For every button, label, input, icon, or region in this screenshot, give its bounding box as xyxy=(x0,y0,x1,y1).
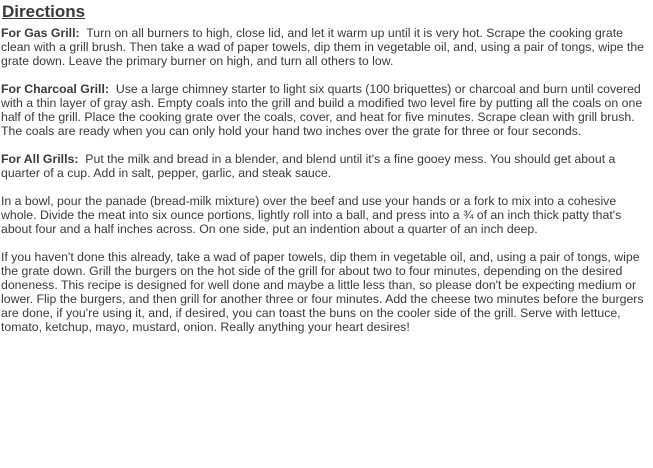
grilling-paragraph xyxy=(1,250,649,334)
gas-grill-paragraph xyxy=(1,26,649,68)
charcoal-grill-lead: For Charcoal Grill: xyxy=(1,82,109,96)
gas-grill-text: Turn on all burners to high, close lid, and let it warm up until it is very hot. Scrape the cooking grate clean with a grill brush. Then take a wad of paper towels, dip them in vegetable oil, and, using a pair of tongs, wipe the grate down. Leave the primary burner on high, and turn all others to low. xyxy=(1,26,645,68)
grilling-text: If you haven't done this already, take a wad of paper towels, dip them in vegetable oil, and, using a pair of tongs, wipe the grate down. Grill the burgers on the hot side of the grill for about two to four minutes, depending on the desired doneness. This recipe is designed for well done and maybe a little less than, so please don't be expecting medium or lower. Flip the burgers, and then grill for another three or four minutes. Add the cheese two minutes before the burgers are done, if you're using it, and, if desired, you can toast the buns on the cooler side of the grill. Serve with lettuce, tomato, ketchup, mayo, mustard, onion. Really anything your heart desires! xyxy=(1,250,644,334)
patty-paragraph xyxy=(1,194,649,236)
gas-grill-lead: For Gas Grill: xyxy=(1,26,80,40)
all-grills-text: Put the milk and bread in a blender, and blend until it's a fine gooey mess. You should get about a quarter of a cup. Add in salt, pepper, garlic, and steak sauce. xyxy=(1,152,616,180)
all-grills-lead: For All Grills: xyxy=(1,152,79,166)
charcoal-grill-paragraph xyxy=(1,82,649,138)
directions-heading: Directions xyxy=(2,2,86,21)
all-grills-paragraph xyxy=(1,152,649,180)
charcoal-grill-text: Use a large chimney starter to light six quarts (100 briquettes) or charcoal and burn until covered with a thin layer of gray ash. Empty coals into the grill and build a modified two level fire by putting all the coals on one half of the grill. Place the cooking grate over the coals, cover, and heat for five minutes. Scrape clean with grill brush. The coals are ready when you can only hold your hand two inches over the grate for three or four seconds. xyxy=(1,82,643,138)
patty-text: In a bowl, pour the panade (bread-milk mixture) over the beef and use your hands or a fork to mix into a cohesive whole. Divide the meat into six ounce portions, lightly roll into a ball, and press into a ¾ of an inch thick patty that's about four and a half inches across. On one side, put an indention about a quarter of an inch deep. xyxy=(1,194,622,236)
